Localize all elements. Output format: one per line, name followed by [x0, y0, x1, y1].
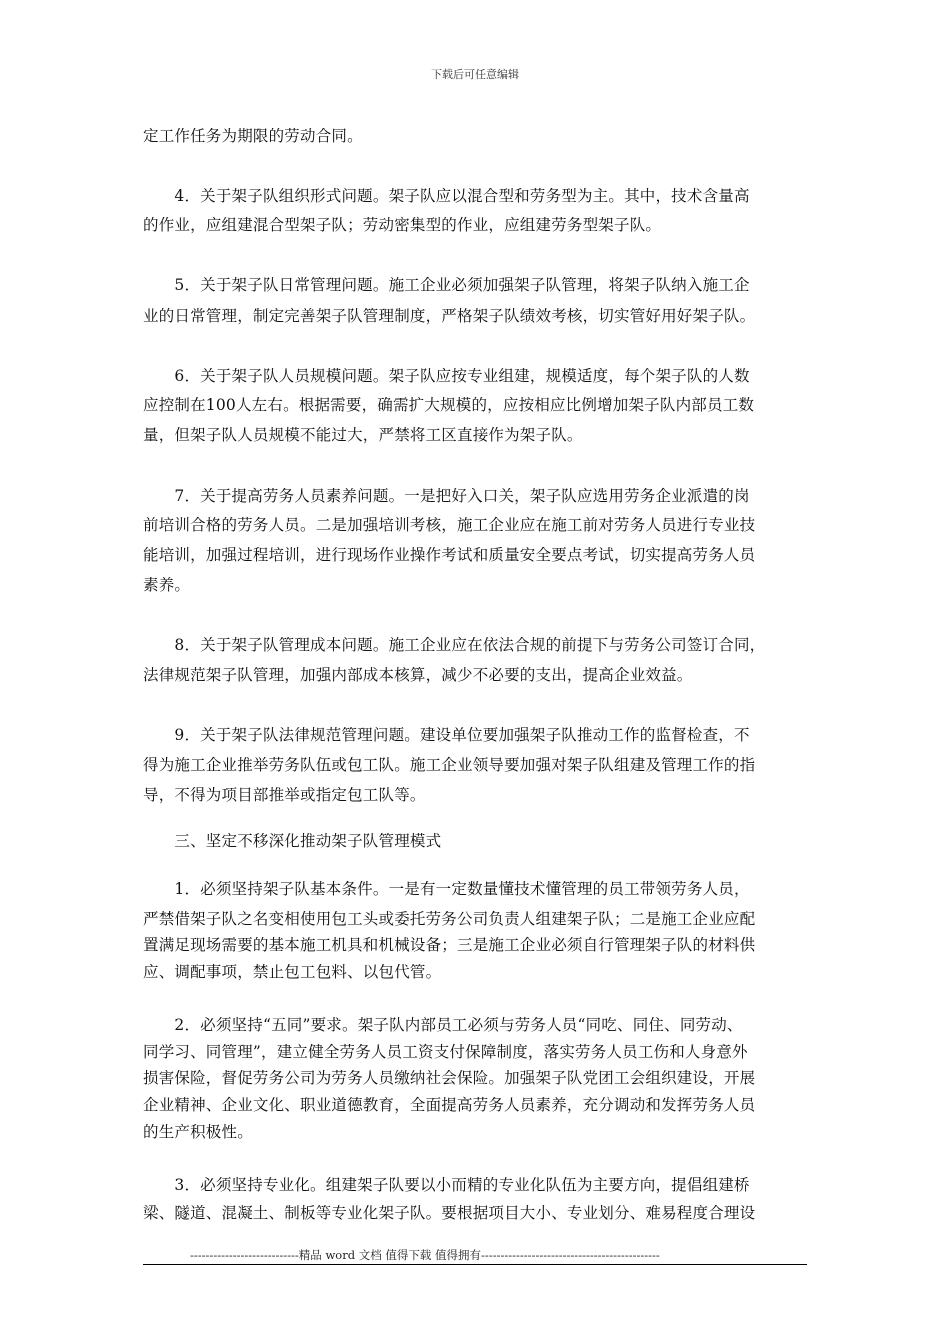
- page-header: 下载后可任意编辑: [431, 68, 519, 81]
- text-line: 置满足现场需要的基本施工机具和机械设备；三是施工企业必须自行管理架子队的材料供: [143, 936, 756, 954]
- text-line: 应、调配事项，禁止包工包料、以包代管。: [143, 963, 442, 981]
- text-line: 8．关于架子队管理成本问题。施工企业应在依法合规的前提下与劳务公司签订合同，: [143, 636, 766, 654]
- text-line: 前培训合格的劳务人员。二是加强培训考核，施工企业应在施工前对劳务人员进行专业技: [143, 516, 756, 534]
- text-line: 能培训，加强过程培训，进行现场作业操作考试和质量安全要点考试，切实提高劳务人员: [143, 546, 756, 564]
- text-line: 的作业，应组建混合型架子队；劳动密集型的作业，应组建劳务型架子队。: [143, 216, 662, 234]
- text-line: 6．关于架子队人员规模问题。架子队应按专业组建，规模适度，每个架子队的人数: [143, 367, 750, 385]
- text-line: 2．必须坚持“五同”要求。架子队内部员工必须与劳务人员“同吃、同住、同劳动、: [143, 1016, 743, 1034]
- text-line: 严禁借架子队之名变相使用包工头或委托劳务公司负责人组建架子队；二是施工企业应配: [143, 910, 756, 928]
- text-line: 3．必须坚持专业化。组建架子队要以小而精的专业化队伍为主要方向，提倡组建桥: [143, 1176, 750, 1194]
- text-line: 三、坚定不移深化推动架子队管理模式: [143, 832, 442, 850]
- text-line: 定工作任务为期限的劳动合同。: [143, 127, 363, 145]
- text-line: 梁、隧道、混凝土、制板等专业化架子队。要根据项目大小、专业划分、难易程度合理设: [143, 1204, 756, 1222]
- text-line: 法律规范架子队管理，加强内部成本核算，减少不必要的支出，提高企业效益。: [143, 666, 693, 684]
- text-line: 同学习、同管理”，建立健全劳务人员工资支付保障制度，落实劳务人员工伤和人身意外: [143, 1043, 748, 1061]
- text-line: 7．关于提高劳务人员素养问题。一是把好入口关，架子队应选用劳务企业派遣的岗: [143, 487, 750, 505]
- text-line: 得为施工企业推举劳务队伍或包工队。施工企业领导要加强对架子队组建及管理工作的指: [143, 756, 756, 774]
- text-line: 量，但架子队人员规模不能过大，严禁将工区直接作为架子队。: [143, 426, 583, 444]
- page-footer: ----------------------------精品 word 文档 值得下载 值得拥有----------------------------------------------: [190, 1248, 660, 1262]
- footer-rule: [143, 1264, 807, 1265]
- text-line: 应控制在100人左右。根据需要，确需扩大规模的，应按相应比例增加架子队内部员工数: [143, 396, 755, 414]
- text-line: 损害保险，督促劳务公司为劳务人员缴纳社会保险。加强架子队党团工会组织建设，开展: [143, 1069, 756, 1087]
- text-line: 企业精神、企业文化、职业道德教育，全面提高劳务人员素养，充分调动和发挥劳务人员: [143, 1096, 756, 1114]
- text-line: 业的日常管理，制定完善架子队管理制度，严格架子队绩效考核，切实管好用好架子队。: [143, 307, 756, 325]
- text-line: 的生产积极性。: [143, 1123, 253, 1141]
- text-line: 导，不得为项目部推举或指定包工队等。: [143, 786, 426, 804]
- text-line: 素养。: [143, 576, 191, 594]
- text-line: 1．必须坚持架子队基本条件。一是有一定数量懂技术懂管理的员工带领劳务人员，: [143, 880, 750, 898]
- text-line: 5．关于架子队日常管理问题。施工企业必须加强架子队管理，将架子队纳入施工企: [143, 276, 750, 294]
- text-line: 4．关于架子队组织形式问题。架子队应以混合型和劳务型为主。其中，技术含量高: [143, 187, 750, 205]
- text-line: 9．关于架子队法律规范管理问题。建设单位要加强架子队推动工作的监督检查，不: [143, 726, 750, 744]
